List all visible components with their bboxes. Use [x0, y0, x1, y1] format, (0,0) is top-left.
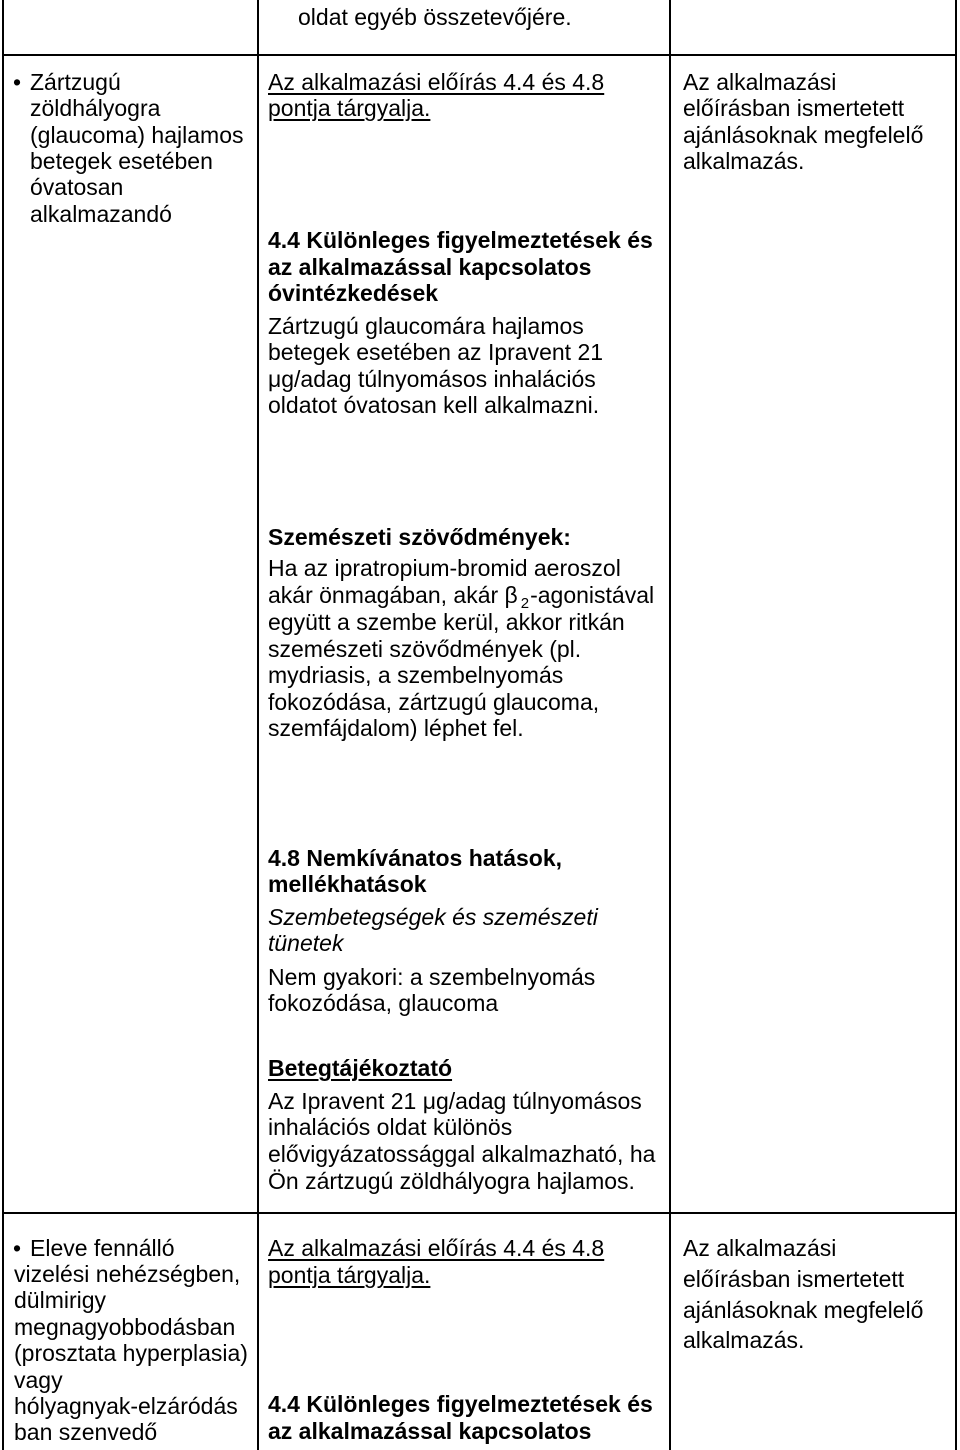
eye-complications-line: Ha az ipratropium-bromid aeroszol	[268, 555, 621, 581]
section-4-8-heading-line: mellékhatások	[268, 871, 427, 897]
eye-disorders-category-line: tünetek	[268, 930, 344, 956]
risk-text-line: alkalmazandó	[30, 201, 172, 227]
risk-text-line: hólyagnyak-elzáródás	[14, 1393, 238, 1419]
beta-subscript: 2	[520, 595, 530, 612]
patient-leaflet-line: Ön zártzugú zöldhályogra hajlamos.	[268, 1168, 635, 1194]
patient-leaflet-line: elővigyázatossággal alkalmazható, ha	[268, 1141, 656, 1167]
measure-text-line: ajánlásoknak megfelelő	[683, 122, 924, 148]
risk-text-line: Eleve fennálló	[30, 1235, 175, 1261]
risk-text-line: betegek esetében	[30, 148, 213, 174]
measure-text-line: előírásban ismertetett	[683, 95, 905, 121]
section-4-4-heading-line: az alkalmazással kapcsolatos	[268, 1418, 592, 1444]
measure-text-line: alkalmazás.	[683, 1327, 805, 1353]
eye-complications-text: -agonistával	[530, 582, 655, 608]
eye-complications-line: együtt a szembe kerül, akkor ritkán	[268, 609, 625, 635]
risk-text-line: ban szenvedő	[14, 1419, 158, 1445]
eye-disorders-category-line: Szembetegségek és szemészeti	[268, 904, 598, 930]
row2-smpc-cell	[258, 55, 670, 1213]
row3-risk-cell	[3, 1213, 258, 1450]
row2-risk-cell	[3, 55, 258, 1213]
row3-measures-cell	[670, 1213, 957, 1450]
row3-smpc-cell	[258, 1213, 670, 1450]
continued-text-line: oldat egyéb összetevőjére.	[298, 4, 572, 30]
measure-text-line: Az alkalmazási	[683, 69, 837, 95]
row1-middle-cell	[258, 0, 670, 55]
risk-text-line: dülmirigy	[14, 1287, 107, 1313]
eye-complications-line	[268, 582, 655, 612]
patient-leaflet-heading: Betegtájékoztató	[268, 1055, 453, 1081]
section-4-8-heading-line: 4.8 Nemkívánatos hatások,	[268, 845, 563, 871]
smpc-reference-line: pontja tárgyalja.	[268, 95, 431, 121]
list-bullet: •	[13, 1235, 22, 1261]
risk-text-line: (glaucoma) hajlamos	[30, 122, 244, 148]
section-4-4-heading-line: 4.4 Különleges figyelmeztetések és	[268, 227, 653, 253]
risk-text-line: Zártzugú	[30, 69, 121, 95]
eye-complications-line: szemészeti szövődmények (pl.	[268, 636, 582, 662]
measure-text-line: alkalmazás.	[683, 148, 805, 174]
section-4-4-heading-line: 4.4 Különleges figyelmeztetések és	[268, 1391, 653, 1417]
patient-leaflet-line: Az Ipravent 21 μg/adag túlnyomásos	[268, 1088, 642, 1114]
list-bullet: •	[13, 69, 22, 95]
risk-text-line: vizelési nehézségben,	[14, 1261, 241, 1287]
eye-complications-line: mydriasis, a szembelnyomás	[268, 662, 564, 688]
risk-text-line: vagy	[14, 1367, 63, 1393]
risk-text-line: (prosztata hyperplasia)	[14, 1340, 248, 1366]
section-4-4-body-line: μg/adag túlnyomásos inhalációs	[268, 366, 596, 392]
eye-complications-heading: Szemészeti szövődmények:	[268, 524, 571, 550]
section-4-8-body-line: fokozódása, glaucoma	[268, 990, 499, 1016]
section-4-4-heading-line: óvintézkedések	[268, 280, 439, 306]
row1-left-cell	[3, 0, 258, 55]
row2-measures-cell	[670, 55, 957, 1213]
smpc-reference-line: Az alkalmazási előírás 4.4 és 4.8	[268, 69, 605, 95]
measure-text-line: Az alkalmazási	[683, 1235, 837, 1261]
eye-complications-text: akár önmagában, akár β	[268, 582, 518, 608]
section-4-4-body-line: Zártzugú glaucomára hajlamos	[268, 313, 584, 339]
eye-complications-line: szemfájdalom) léphet fel.	[268, 715, 524, 741]
patient-leaflet-line: inhalációs oldat különös	[268, 1114, 513, 1140]
section-4-4-body-line: betegek esetében az Ipravent 21	[268, 339, 604, 365]
section-4-8-body-line: Nem gyakori: a szembelnyomás	[268, 964, 596, 990]
row1-right-cell	[670, 0, 957, 55]
smpc-reference-line: pontja tárgyalja.	[268, 1262, 431, 1288]
measure-text-line: ajánlásoknak megfelelő	[683, 1297, 924, 1323]
eye-complications-line: fokozódása, zártzugú glaucoma,	[268, 689, 600, 715]
risk-text-line: zöldhályogra	[30, 95, 161, 121]
smpc-reference-line: Az alkalmazási előírás 4.4 és 4.8	[268, 1235, 605, 1261]
section-4-4-heading-line: az alkalmazással kapcsolatos	[268, 254, 592, 280]
measure-text-line: előírásban ismertetett	[683, 1266, 905, 1292]
section-4-4-body-line: oldatot óvatosan kell alkalmazni.	[268, 392, 600, 418]
risk-text-line: megnagyobbodásban	[14, 1314, 236, 1340]
risk-text-line: óvatosan	[30, 174, 124, 200]
